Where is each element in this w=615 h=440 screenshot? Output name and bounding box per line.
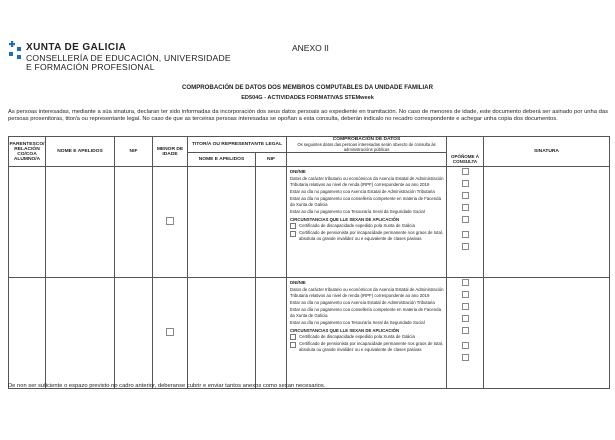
menor-cell-1 bbox=[153, 167, 188, 278]
sinatura-field-2[interactable] bbox=[484, 278, 610, 389]
header-nome: NOME E APELIDOS bbox=[46, 137, 115, 167]
opon-checkbox[interactable] bbox=[462, 180, 469, 187]
opon-checkbox[interactable] bbox=[462, 243, 469, 250]
consult-facenda-label: Estar ao día no pagamento coa consellería competente en materia de Facenda da Xunta de Galicia bbox=[290, 196, 441, 207]
consult-list-2 bbox=[287, 278, 447, 389]
header-sinatura: SINATURA bbox=[484, 137, 610, 167]
org-line-3: E FORMACIÓN PROFESIONAL bbox=[26, 62, 155, 73]
opon-checkbox[interactable] bbox=[462, 303, 469, 310]
consult-dni-label: DNI/NIE bbox=[290, 280, 306, 285]
discapacidade-option[interactable] bbox=[290, 223, 444, 230]
header-nif: NIF bbox=[115, 137, 153, 167]
discapacidade-option[interactable] bbox=[290, 334, 444, 341]
menor-cell-2 bbox=[153, 278, 188, 389]
nome-field-2[interactable] bbox=[46, 278, 115, 389]
consult-aeat-label: Estar ao día no pagamento coa Axencia Estatal de Administración Tributaria bbox=[290, 189, 435, 195]
opon-checkbox[interactable] bbox=[462, 279, 469, 286]
consult-irpf-label: Datos de carácter tributario ou económicos da Axencia Estatal de Administración Tributaria relativos ao nivel de renda (IRPF) correspondente ao ano 2019 bbox=[290, 176, 444, 187]
header-parentesco: PARENTESCO/ RELACIÓN CO/COA ALUMNO/A bbox=[9, 137, 46, 167]
pensionista-label: Certificado de pensionista por incapacidade permanente nos graos de total, absoluta ou grande invalidez ou e equivalente de clases pasivas bbox=[299, 341, 444, 352]
opon-checkbox[interactable] bbox=[462, 315, 469, 322]
titor-nome-field-2[interactable] bbox=[188, 278, 256, 389]
opon-checkbox[interactable] bbox=[462, 354, 469, 361]
consult-aeat-label: Estar ao día no pagamento coa Axencia Estatal de Administración Tributaria bbox=[290, 300, 435, 306]
annex-label: ANEXO II bbox=[292, 43, 329, 53]
document-subtitle: ED504G - ACTIVIDADES FORMATIVAS STEMweek bbox=[241, 95, 374, 101]
header-titor: TITOR/A OU REPRESENTANTE LEGAL bbox=[188, 137, 287, 153]
opon-column-1 bbox=[447, 167, 484, 278]
titor-nif-field-2[interactable] bbox=[256, 278, 287, 389]
parentesco-field-1[interactable] bbox=[9, 167, 46, 278]
sinatura-field-1[interactable] bbox=[484, 167, 610, 278]
consult-irpf-label: Datos de carácter tributario ou económicos da Axencia Estatal de Administración Tributaria relativos ao nivel de renda (IRPF) correspondente ao ano 2019 bbox=[290, 287, 444, 298]
circumstances-label: CIRCUNSTANCIAS QUE LLE SEXAN DE APLICACIÓN bbox=[290, 216, 400, 222]
menor-checkbox-1[interactable] bbox=[166, 217, 174, 225]
header-opon: OPÓÑOME Á CONSULTA bbox=[447, 153, 484, 167]
nif-field-1[interactable] bbox=[115, 167, 153, 278]
opon-checkbox[interactable] bbox=[462, 168, 469, 175]
family-members-table bbox=[8, 136, 610, 389]
header-comprobacion-title: COMPROBACIÓN DE DATOS bbox=[332, 137, 401, 142]
consult-list-1 bbox=[287, 167, 447, 278]
parentesco-field-2[interactable] bbox=[9, 278, 46, 389]
consult-dni-label: DNI/NIE bbox=[290, 169, 306, 174]
footer-note: De non ser suficiente o espazo previsto no cadro anterior, deberanse cubrir e enviar tantos anexos como sexan necesarios. bbox=[8, 383, 326, 389]
header-titor-nif: NIF bbox=[256, 153, 287, 167]
opon-checkbox[interactable] bbox=[462, 327, 469, 334]
opon-checkbox[interactable] bbox=[462, 216, 469, 223]
titor-nome-field-1[interactable] bbox=[188, 167, 256, 278]
intro-paragraph: As persoas interesadas, mediante a súa sinatura, declaran ter sido informadas da incorporación dos seus datos persoais ao expediente en tramitación. No caso de menores de idade, este documento deberá ser asinado por unha das persoas proxenitoras, titor/a ou representante legal. No caso de que as terceiras persoas interesadas se opoñan a esta consulta, deberán indicalo no recadro correspondente e achegar unha copia dos documentos. bbox=[8, 109, 608, 123]
pensionista-option[interactable] bbox=[290, 230, 444, 241]
discapacidade-label: Certificado de discapacidade expedido pola Xunta de Galicia bbox=[299, 333, 415, 339]
consult-tgss-label: Estar ao día no pagamento coa Tesouraría Xeral da Seguridade Social bbox=[290, 209, 425, 215]
header-comprobacion-sub: Os seguintes datos das persoas interesadas serán obxecto de consulta ás administracións públicas bbox=[297, 142, 436, 152]
opon-checkbox[interactable] bbox=[462, 204, 469, 211]
nome-field-1[interactable] bbox=[46, 167, 115, 278]
discapacidade-label: Certificado de discapacidade expedido pola Xunta de Galicia bbox=[299, 222, 415, 228]
titor-nif-field-1[interactable] bbox=[256, 167, 287, 278]
pensionista-checkbox[interactable] bbox=[290, 231, 296, 237]
consult-tgss-label: Estar ao día no pagamento coa Tesouraría Xeral da Seguridade Social bbox=[290, 320, 425, 326]
consult-facenda-label: Estar ao día no pagamento coa consellería competente en materia de Facenda da Xunta de Galicia bbox=[290, 307, 441, 318]
header-titor-nome: NOME E APELIDOS bbox=[188, 153, 256, 167]
menor-checkbox-2[interactable] bbox=[166, 328, 174, 336]
opon-checkbox[interactable] bbox=[462, 192, 469, 199]
opon-checkbox[interactable] bbox=[462, 342, 469, 349]
pensionista-label: Certificado de pensionista por incapacidade permanente nos graos de total, absoluta ou grande invalidez ou e equivalente de clases pasivas bbox=[299, 230, 444, 241]
header-comprobacion bbox=[287, 137, 447, 153]
organization-block bbox=[26, 43, 231, 72]
header-menor: MENOR DE IDADE bbox=[153, 137, 188, 167]
document-title: COMPROBACIÓN DE DATOS DOS MEMBROS COMPUTABLES DA UNIDADE FAMILIAR bbox=[182, 84, 433, 91]
header-comprobacion-blank bbox=[287, 153, 447, 167]
org-line-2: CONSELLERÍA DE EDUCACIÓN, UNIVERSIDADE bbox=[26, 52, 231, 63]
opon-column-2 bbox=[447, 278, 484, 389]
discapacidade-checkbox[interactable] bbox=[290, 223, 296, 229]
opon-checkbox[interactable] bbox=[462, 291, 469, 298]
circumstances-label: CIRCUNSTANCIAS QUE LLE SEXAN DE APLICACIÓN bbox=[290, 327, 400, 333]
opon-checkbox[interactable] bbox=[462, 231, 469, 238]
discapacidade-checkbox[interactable] bbox=[290, 334, 296, 340]
org-name: XUNTA DE GALICIA bbox=[26, 42, 127, 53]
nif-field-2[interactable] bbox=[115, 278, 153, 389]
pensionista-checkbox[interactable] bbox=[290, 342, 296, 348]
pensionista-option[interactable] bbox=[290, 341, 444, 352]
header-opon-top bbox=[447, 137, 484, 153]
